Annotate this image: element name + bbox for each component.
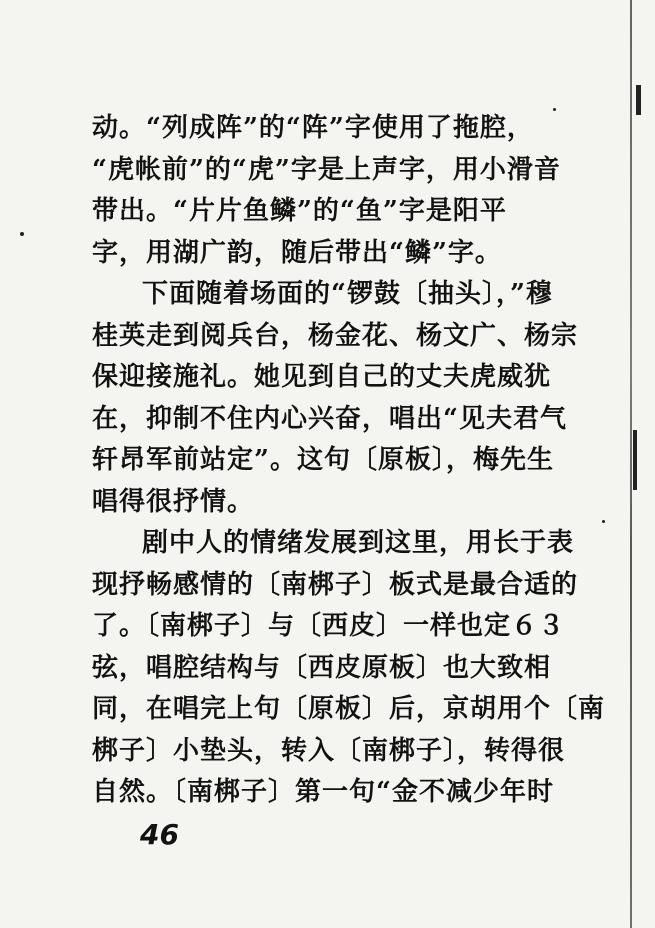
page-number: 46 [140, 818, 179, 851]
text-line: 唱得很抒情。 [92, 486, 255, 517]
text-line: 动。“列成阵”的“阵”字使用了拖腔， [92, 113, 534, 143]
text-line: 现抒畅感情的〔南梆子〕板式是最合适的 [92, 569, 579, 600]
edge-mark [636, 85, 641, 115]
text-line: 同，在唱完上句〔原板〕后，京胡用个〔南 [92, 694, 606, 724]
text-line: 梆子〕小垫头，转入〔南梆子〕，转得很 [92, 735, 566, 766]
body-text [92, 108, 606, 814]
text-line: 在，抑制不住内心兴奋，唱出“见夫君气 [92, 403, 567, 434]
page-edge-shadow [630, 0, 632, 928]
speck [20, 232, 24, 236]
text-line: 带出。“片片鱼鳞”的“鱼”字是阳平 [92, 196, 507, 226]
text-line: 保迎接施礼。她见到自己的丈夫虎威犹 [92, 362, 552, 392]
text-line: 了。〔南梆子〕与〔西皮〕一样也定６３ [92, 611, 566, 641]
edge-mark [633, 430, 637, 490]
speck [602, 520, 605, 523]
text-line: “虎帐前”的“虎”字是上声字，用小滑音 [92, 154, 561, 185]
text-line: 下面随着场面的“锣鼓〔抽头〕，”穆 [142, 279, 553, 309]
text-line: 弦，唱腔结构与〔西皮原板〕也大致相 [92, 652, 552, 683]
text-line: 剧中人的情绪发展到这里，用长于表 [142, 528, 575, 558]
text-line: 轩昂军前站定”。这句〔原板〕，梅先生 [92, 445, 554, 475]
text-line: 自然。〔南梆子〕第一句“金不减少年时 [92, 777, 554, 807]
text-line: 桂英走到阅兵台，杨金花、杨文广、杨宗 [92, 320, 579, 351]
text-line: 字，用湖广韵，随后带出“鳞”字。 [92, 237, 502, 268]
